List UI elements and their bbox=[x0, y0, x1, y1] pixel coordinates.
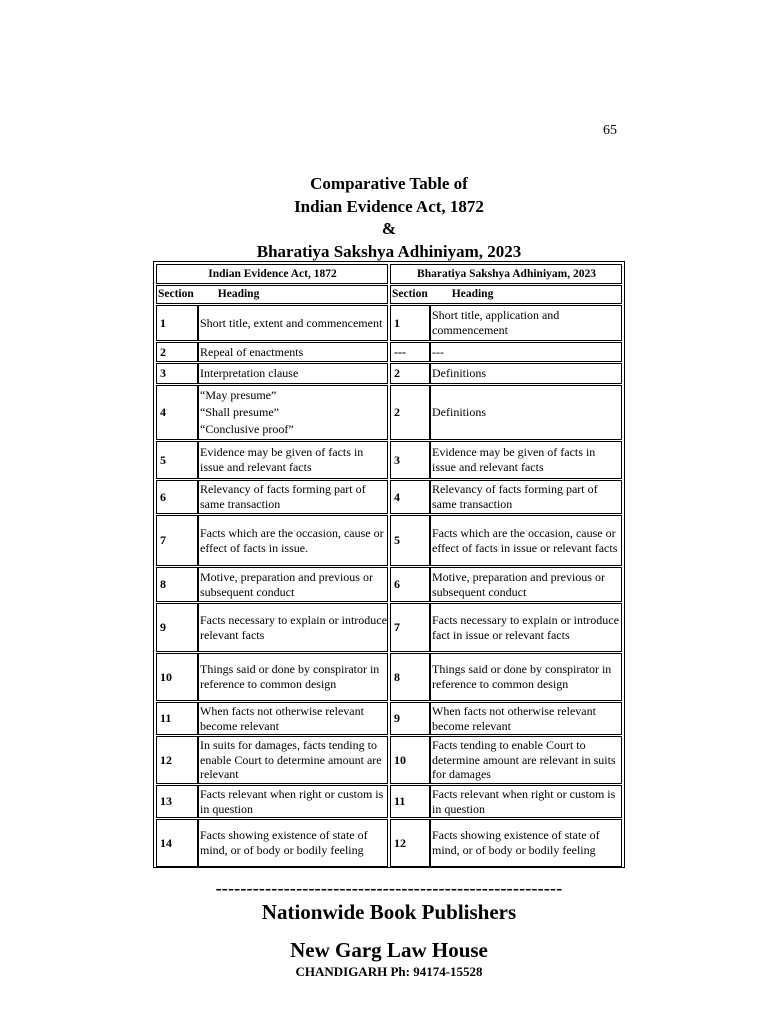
ie-heading-cell bbox=[198, 441, 388, 479]
left-section-label: Section bbox=[158, 288, 194, 301]
ie-heading-cell bbox=[198, 515, 388, 566]
ie-section-cell bbox=[156, 819, 198, 867]
title-line-2: Indian Evidence Act, 1872 bbox=[294, 196, 484, 216]
ie-heading-cell-text: Facts relevant when right or custom is in question bbox=[200, 786, 384, 816]
bsa-section-cell-text: 3 bbox=[394, 452, 400, 467]
bsa-heading-cell bbox=[430, 363, 622, 384]
bsa-section-cell bbox=[390, 441, 430, 479]
ie-heading-cell-text: Relevancy of facts forming part of same transaction bbox=[200, 482, 366, 511]
left-table-header: Indian Evidence Act, 1872 bbox=[156, 264, 388, 284]
ie-heading-cell bbox=[198, 819, 388, 867]
ie-section-cell bbox=[156, 515, 198, 566]
ie-section-cell-text: 3 bbox=[160, 366, 166, 381]
bsa-heading-cell bbox=[430, 305, 622, 341]
bsa-section-cell-text: 5 bbox=[394, 533, 400, 548]
ie-heading-cell bbox=[198, 702, 388, 735]
ie-heading-cell-text: Facts showing existence of state of mind, or of body or bodily feeling bbox=[200, 828, 368, 857]
ie-section-cell bbox=[156, 480, 198, 514]
ie-section-cell bbox=[156, 567, 198, 602]
bsa-section-cell bbox=[390, 603, 430, 652]
bsa-section-cell-text: 2 bbox=[394, 405, 400, 420]
ie-section-cell bbox=[156, 653, 198, 701]
bsa-heading-cell-text: Evidence may be given of facts in issue and relevant facts bbox=[432, 445, 596, 474]
bsa-heading-cell bbox=[430, 603, 622, 652]
bsa-section-cell bbox=[390, 363, 430, 384]
bsa-heading-cell-text: Facts relevant when right or custom is in question bbox=[432, 786, 616, 816]
bsa-section-cell bbox=[390, 702, 430, 735]
ie-heading-line: “Conclusive proof” bbox=[200, 422, 294, 436]
bsa-section-cell-text: 7 bbox=[394, 620, 400, 635]
bsa-section-cell-text: 11 bbox=[394, 794, 406, 809]
ie-section-cell-text: 6 bbox=[160, 489, 166, 504]
ie-heading-cell-text: Motive, preparation and previous or subsequent conduct bbox=[200, 569, 373, 599]
bsa-heading-cell bbox=[430, 342, 622, 362]
ie-section-cell-text: 1 bbox=[160, 315, 166, 330]
ie-section-cell-text: 14 bbox=[160, 835, 172, 850]
bsa-heading-cell bbox=[430, 736, 622, 784]
bsa-section-cell-text: 8 bbox=[394, 669, 400, 684]
ie-heading-cell bbox=[198, 785, 388, 818]
right-table-header: Bharatiya Sakshya Adhiniyam, 2023 bbox=[390, 264, 622, 284]
ie-section-cell-text: 10 bbox=[160, 669, 172, 684]
left-column-labels bbox=[156, 285, 388, 304]
page-number: 65 bbox=[603, 123, 617, 138]
ie-heading-cell-text: When facts not otherwise relevant become relevant bbox=[200, 703, 364, 733]
bsa-heading-cell-text: Motive, preparation and previous or subsequent conduct bbox=[432, 569, 605, 599]
bsa-section-cell-text: 6 bbox=[394, 577, 400, 592]
bsa-heading-cell bbox=[430, 441, 622, 479]
ie-section-cell bbox=[156, 385, 198, 440]
publisher-contact: CHANDIGARH Ph: 94174-15528 bbox=[295, 964, 483, 979]
bsa-section-cell bbox=[390, 480, 430, 514]
ie-heading-cell bbox=[198, 385, 388, 440]
ie-section-cell bbox=[156, 305, 198, 341]
bsa-section-cell-text: 4 bbox=[394, 489, 400, 504]
ie-heading-cell bbox=[198, 736, 388, 784]
bsa-heading-cell-text: Things said or done by conspirator in reference to common design bbox=[432, 662, 612, 691]
ie-section-cell bbox=[156, 736, 198, 784]
bsa-heading-cell bbox=[430, 653, 622, 701]
bsa-section-cell-text: 12 bbox=[394, 835, 406, 850]
ie-heading-cell bbox=[198, 480, 388, 514]
bsa-section-cell-text: 1 bbox=[394, 315, 400, 330]
bsa-heading-cell bbox=[430, 567, 622, 602]
ie-section-cell bbox=[156, 342, 198, 362]
bsa-heading-cell-text: Facts necessary to explain or introduce fact in issue or relevant facts bbox=[432, 612, 619, 642]
bsa-section-cell bbox=[390, 385, 430, 440]
bsa-heading-cell bbox=[430, 785, 622, 818]
title-line-4: Bharatiya Sakshya Adhiniyam, 2023 bbox=[256, 241, 522, 261]
ie-section-cell-text: 8 bbox=[160, 577, 166, 592]
bsa-heading-cell bbox=[430, 515, 622, 566]
ie-heading-cell-text: Things said or done by conspirator in reference to common design bbox=[200, 662, 380, 691]
ie-section-cell bbox=[156, 603, 198, 652]
bsa-heading-cell-text: Relevancy of facts forming part of same transaction bbox=[432, 482, 598, 511]
bsa-heading-cell-text: --- bbox=[432, 344, 444, 359]
bsa-section-cell bbox=[390, 567, 430, 602]
bsa-section-cell bbox=[390, 305, 430, 341]
bsa-heading-cell-text: Facts which are the occasion, cause or effect of facts in issue or relevant facts bbox=[432, 525, 618, 555]
bsa-section-cell bbox=[390, 819, 430, 867]
right-heading-label: Heading bbox=[451, 288, 494, 301]
title-line-1: Comparative Table of bbox=[310, 174, 468, 193]
bsa-heading-cell bbox=[430, 702, 622, 735]
bsa-section-cell-text: 9 bbox=[394, 711, 400, 726]
ie-heading-cell-text: Interpretation clause bbox=[200, 366, 299, 381]
bsa-section-cell bbox=[390, 785, 430, 818]
bsa-heading-cell-text: Facts tending to enable Court to determine amount are relevant in suits for damages bbox=[432, 737, 616, 782]
ie-heading-cell-text: Evidence may be given of facts in issue and relevant facts bbox=[200, 445, 364, 474]
bsa-heading-cell bbox=[430, 819, 622, 867]
ie-heading-cell bbox=[198, 363, 388, 384]
ie-section-cell-text: 7 bbox=[160, 533, 166, 548]
title-line-3: & bbox=[381, 219, 397, 238]
ie-heading-cell bbox=[198, 603, 388, 652]
ie-section-cell-text: 5 bbox=[160, 452, 166, 467]
ie-heading-cell bbox=[198, 342, 388, 362]
ie-section-cell-text: 9 bbox=[160, 620, 166, 635]
ie-heading-cell-text: In suits for damages, facts tending to enable Court to determine amount are relevant bbox=[200, 737, 382, 782]
left-heading-label: Heading bbox=[217, 288, 260, 301]
ie-heading-cell-text: Facts which are the occasion, cause or effect of facts in issue. bbox=[200, 525, 384, 555]
ie-section-cell bbox=[156, 702, 198, 735]
ie-heading-lines bbox=[200, 387, 294, 438]
bsa-heading-cell-text: Definitions bbox=[432, 366, 486, 381]
ie-section-cell bbox=[156, 363, 198, 384]
ie-section-cell bbox=[156, 785, 198, 818]
ie-heading-cell bbox=[198, 305, 388, 341]
ie-section-cell bbox=[156, 441, 198, 479]
ie-section-cell-text: 11 bbox=[160, 711, 172, 726]
bsa-heading-cell-text: Facts showing existence of state of mind, or of body or bodily feeling bbox=[432, 828, 600, 857]
ie-heading-line: “May presume” bbox=[200, 388, 277, 402]
ie-section-cell-text: 13 bbox=[160, 794, 172, 809]
ie-heading-cell-text: Facts necessary to explain or introduce relevant facts bbox=[200, 612, 387, 642]
bsa-heading-cell bbox=[430, 480, 622, 514]
publisher-name-2: New Garg Law House bbox=[290, 938, 488, 962]
ie-heading-cell bbox=[198, 567, 388, 602]
bsa-heading-cell bbox=[430, 385, 622, 440]
ie-section-cell-text: 2 bbox=[160, 344, 166, 359]
bsa-section-cell bbox=[390, 515, 430, 566]
ie-heading-cell-text: Repeal of enactments bbox=[200, 344, 304, 359]
ie-heading-line: “Shall presume” bbox=[200, 405, 279, 419]
bsa-section-cell bbox=[390, 653, 430, 701]
bsa-section-cell bbox=[390, 736, 430, 784]
bsa-heading-cell-text: When facts not otherwise relevant become relevant bbox=[432, 703, 596, 733]
ie-section-cell-text: 12 bbox=[160, 752, 172, 767]
right-column-labels bbox=[390, 285, 622, 304]
ie-heading-cell bbox=[198, 653, 388, 701]
publisher-name-1: Nationwide Book Publishers bbox=[261, 900, 517, 924]
bsa-section-cell-text: 2 bbox=[394, 366, 400, 381]
bsa-section-cell-text: --- bbox=[394, 344, 406, 359]
bsa-heading-cell-text: Short title, application and commencement bbox=[432, 308, 560, 337]
bsa-section-cell-text: 10 bbox=[394, 752, 406, 767]
right-section-label: Section bbox=[392, 288, 428, 301]
bsa-heading-cell-text: Definitions bbox=[432, 405, 486, 420]
footer-divider: -------------------------------------------------------- bbox=[215, 878, 563, 898]
ie-section-cell-text: 4 bbox=[160, 405, 166, 420]
bsa-section-cell bbox=[390, 342, 430, 362]
page-title bbox=[0, 173, 768, 263]
ie-heading-cell-text: Short title, extent and commencement bbox=[200, 315, 383, 330]
